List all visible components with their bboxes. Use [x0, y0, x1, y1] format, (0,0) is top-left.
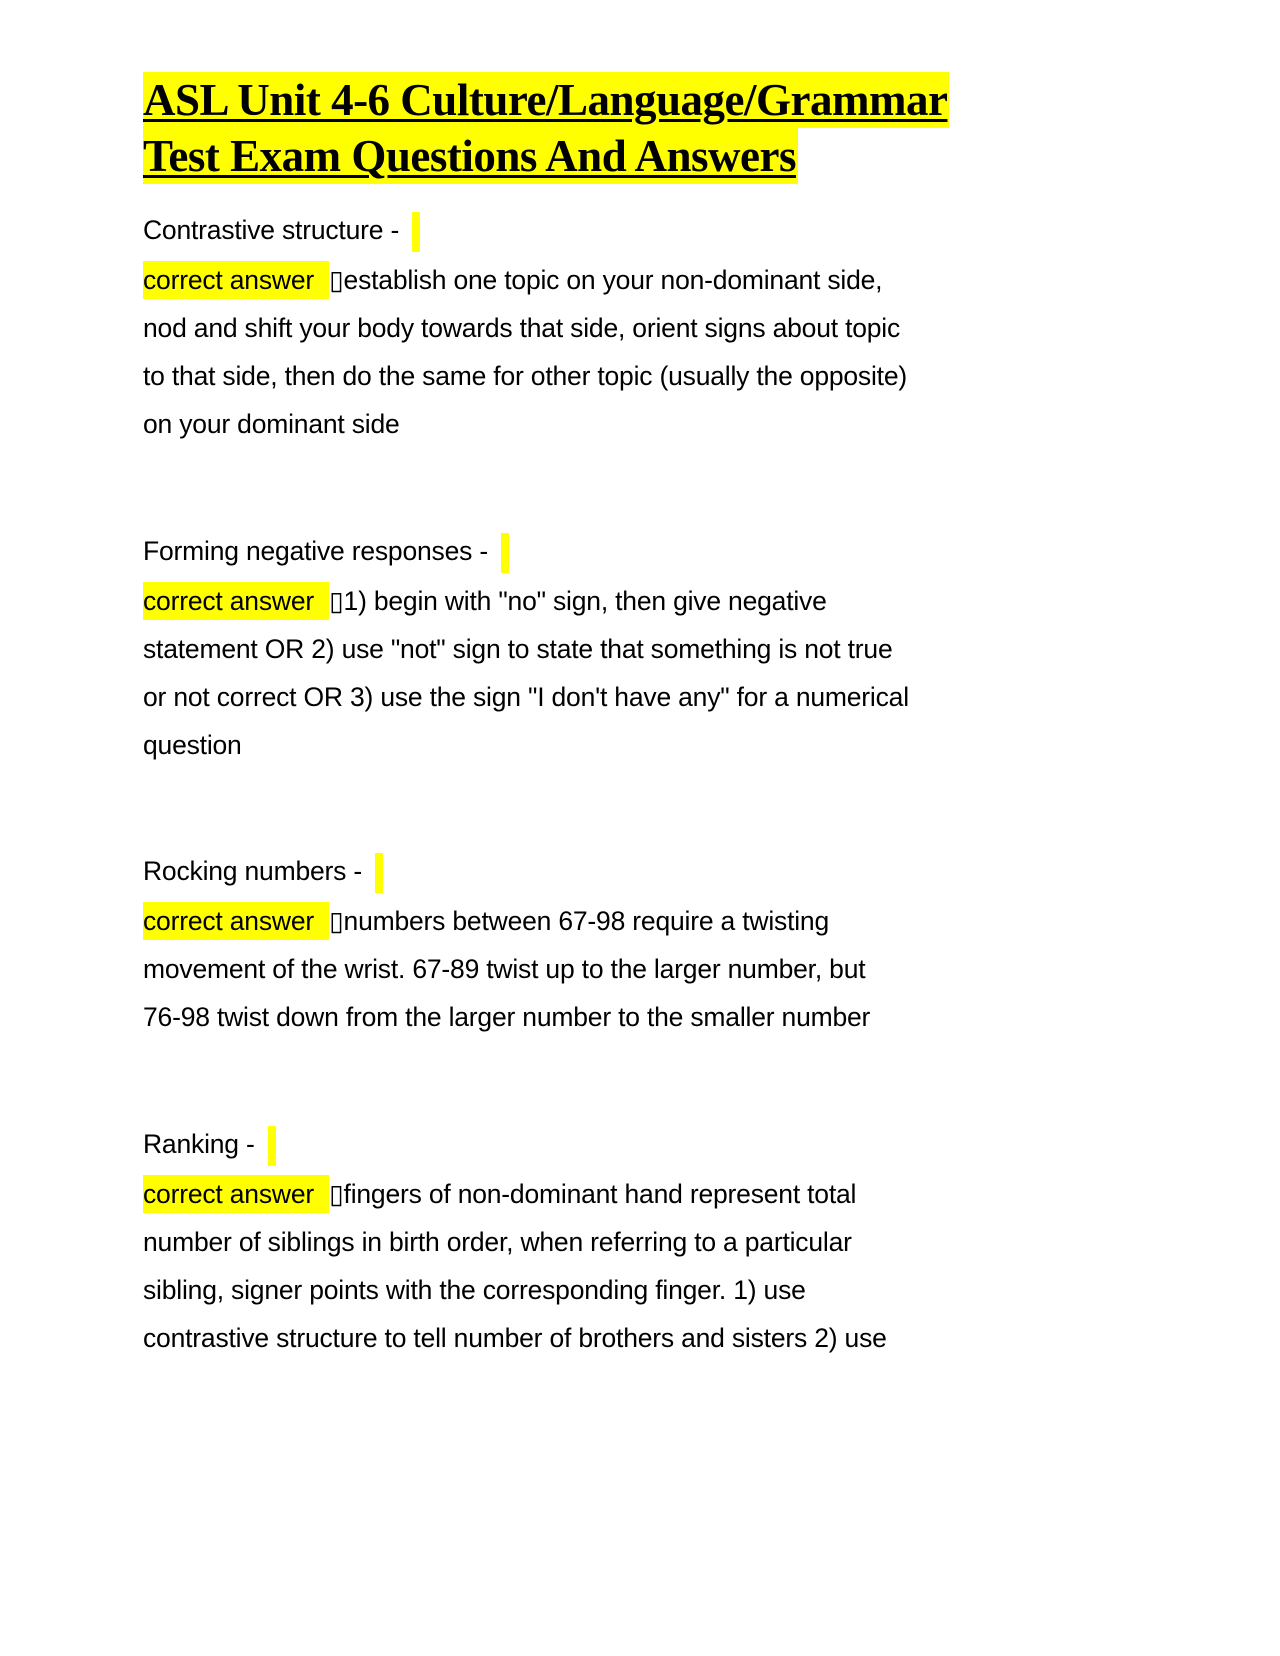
correct-answer-label: correct answer — [143, 1175, 329, 1213]
answer-line — [143, 1170, 887, 1218]
question — [143, 204, 907, 256]
answer-line — [143, 1218, 887, 1266]
box-glyph-icon: ▯ — [329, 586, 344, 616]
question-text: Forming negative responses - — [143, 536, 496, 566]
highlight-marker — [501, 533, 509, 573]
answer-text: establish one topic on your non-dominant side, — [343, 265, 883, 295]
answer-text: on your dominant side — [143, 409, 400, 439]
qa-item — [143, 845, 870, 1041]
answer-text: question — [143, 730, 242, 760]
answer-text: contrastive structure to tell number of brothers and sisters 2) use — [143, 1323, 887, 1353]
answer-line — [143, 1266, 887, 1314]
question — [143, 845, 870, 897]
question-text: Contrastive structure - — [143, 215, 407, 245]
answer-line — [143, 304, 907, 352]
answer-text: 76-98 twist down from the larger number to the smaller number — [143, 1002, 871, 1032]
answer-text: 1) begin with "no" sign, then give negative — [343, 586, 827, 616]
answer-line — [143, 673, 909, 721]
question — [143, 1118, 887, 1170]
correct-answer-label: correct answer — [143, 902, 329, 940]
highlight-marker — [412, 212, 420, 252]
answer-line — [143, 400, 907, 448]
answer-text: or not correct OR 3) use the sign "I don't have any" for a numerical — [143, 682, 909, 712]
document-title — [143, 72, 949, 184]
answer-text: statement OR 2) use "not" sign to state that something is not true — [143, 634, 893, 664]
answer-text: fingers of non-dominant hand represent total — [343, 1179, 857, 1209]
answer-line — [143, 993, 870, 1041]
box-glyph-icon: ▯ — [329, 1179, 344, 1209]
qa-item — [143, 1118, 887, 1362]
highlight-marker — [375, 853, 383, 893]
qa-item — [143, 525, 909, 769]
correct-answer-label: correct answer — [143, 582, 329, 620]
answer-line — [143, 897, 870, 945]
answer-line — [143, 352, 907, 400]
box-glyph-icon: ▯ — [329, 906, 344, 936]
answer-line — [143, 625, 909, 673]
answer-text: movement of the wrist. 67-89 twist up to the larger number, but — [143, 954, 866, 984]
box-glyph-icon: ▯ — [329, 265, 344, 295]
answer-line — [143, 577, 909, 625]
question-text: Rocking numbers - — [143, 856, 370, 886]
answer-line — [143, 721, 909, 769]
qa-item — [143, 204, 907, 448]
answer-text: numbers between 67-98 require a twisting — [343, 906, 830, 936]
answer-text: to that side, then do the same for other topic (usually the opposite) — [143, 361, 907, 391]
correct-answer-label: correct answer — [143, 261, 329, 299]
answer-line — [143, 256, 907, 304]
answer-text: sibling, signer points with the corresponding finger. 1) use — [143, 1275, 806, 1305]
question-text: Ranking - — [143, 1129, 262, 1159]
answer-line — [143, 945, 870, 993]
question — [143, 525, 909, 577]
answer-text: number of siblings in birth order, when referring to a particular — [143, 1227, 852, 1257]
title-line-1: ASL Unit 4-6 Culture/Language/Grammar — [143, 72, 949, 128]
title-line-2: Test Exam Questions And Answers — [143, 128, 798, 184]
highlight-marker — [268, 1126, 276, 1166]
answer-line — [143, 1314, 887, 1362]
answer-text: nod and shift your body towards that side, orient signs about topic — [143, 313, 901, 343]
